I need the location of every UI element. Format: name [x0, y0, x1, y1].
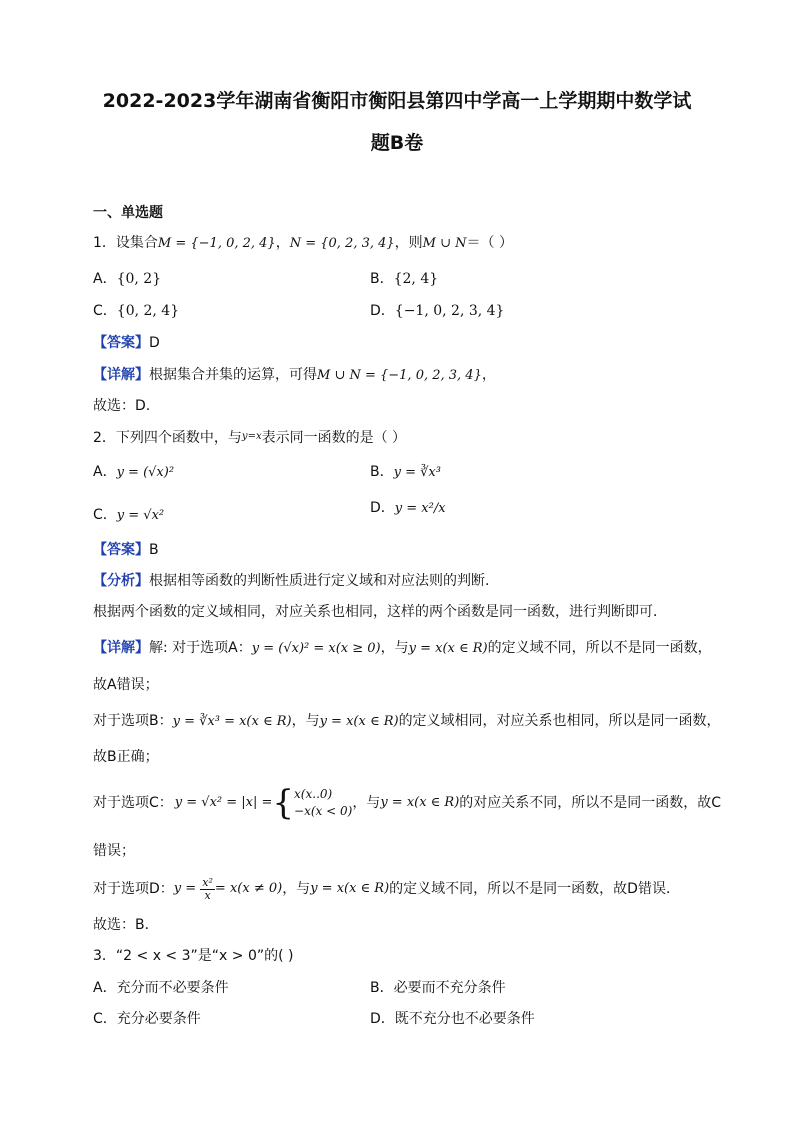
q1-set-n: N = {0, 2, 3, 4}	[289, 236, 395, 251]
q2-answer	[93, 541, 159, 559]
document-title-line1: 2022-2023学年湖南省衡阳市衡阳县第四中学高一上学期期中数学试	[102, 90, 692, 112]
q2-stem-prefix: 2．下列四个函数中，与	[93, 430, 242, 446]
q1-option-b	[370, 270, 438, 288]
q3-option-c	[93, 1010, 201, 1028]
option-label: D．	[370, 303, 395, 319]
analysis-text: 根据相等函数的判断性质进行定义域和对应法则的判断.	[149, 573, 490, 589]
option-value: {−1, 0, 2, 3, 4}	[394, 303, 505, 319]
q3-option-a	[93, 979, 229, 997]
question-1-stem	[93, 234, 513, 253]
detail-c-math: y = √x² = |x| =	[174, 795, 273, 810]
q1-conclusion: 故选：D.	[93, 398, 151, 414]
option-value: 充分必要条件	[116, 1011, 201, 1027]
option-value: 充分而不必要条件	[116, 980, 229, 996]
q2-detail-c-end: 错误；	[93, 843, 135, 859]
q3-option-d	[370, 1010, 535, 1028]
q1-set-m: M = {−1, 0, 2, 4}	[157, 236, 276, 251]
q1-answer	[93, 334, 160, 352]
option-label: C．	[93, 303, 117, 319]
detail-tag: 【详解】	[93, 367, 149, 383]
option-label: A．	[93, 271, 117, 287]
answer-tag: 【答案】	[93, 542, 149, 558]
q3-option-b	[370, 979, 506, 997]
option-value: {0, 2, 4}	[116, 303, 180, 319]
detail-a-math: y = (√x)² = x(x ≥ 0)	[251, 641, 381, 656]
option-label: B．	[370, 271, 394, 287]
q2-detail-a-end: 故A错误；	[93, 677, 159, 693]
q2-option-b	[370, 463, 441, 482]
q2-detail-d	[93, 871, 680, 907]
option-value: {0, 2}	[116, 271, 162, 287]
option-value: y = ∛x³	[393, 465, 441, 480]
detail-b-math: y = ∛x³ = x(x ∈ R)	[172, 714, 292, 729]
q2-stem-suffix: 表示同一函数的是（ ）	[261, 430, 407, 446]
detail-c-math2: y = x(x ∈ R)	[380, 795, 460, 810]
q2-option-d	[370, 499, 446, 518]
detail-b-prefix: 对于选项B：	[93, 713, 173, 729]
detail-b-mid: ，与	[291, 713, 320, 729]
detail-a-math2: y = x(x ∈ R)	[408, 641, 488, 656]
q2-detail-b-end: 故B正确；	[93, 749, 159, 765]
answer-value: D	[149, 335, 160, 351]
fraction-numerator: x²	[202, 875, 213, 889]
detail-end: ，	[481, 367, 496, 383]
answer-value: B	[149, 542, 159, 558]
case-2: −x(x < 0)	[294, 804, 353, 818]
q2-analysis	[93, 572, 489, 590]
q2-detail-a	[93, 639, 712, 658]
option-value: 既不充分也不必要条件	[394, 1011, 535, 1027]
fraction	[200, 877, 215, 902]
q2-option-a	[93, 463, 174, 482]
q2-option-c	[93, 506, 164, 525]
detail-b-math2: y = x(x ∈ R)	[319, 714, 399, 729]
option-value: {2, 4}	[393, 271, 439, 287]
detail-d-mid: ，与	[282, 881, 311, 897]
document-title-line2: 题B卷	[370, 132, 424, 154]
option-label: B．	[370, 464, 394, 480]
q2-stem-math: y=x	[241, 431, 262, 442]
q1-stem-prefix: 1．设集合	[93, 235, 158, 251]
q1-sep: ，	[275, 235, 290, 251]
option-label: B．	[370, 980, 394, 996]
detail-c-mid: ，与	[352, 795, 381, 811]
detail-d-y: y =	[173, 881, 201, 896]
detail-c-suffix: 的对应关系不同，所以不是同一函数，故C	[459, 795, 722, 811]
detail-d-suffix: 的定义域不同，所以不是同一函数，故D错误．	[389, 881, 680, 897]
detail-d-math2: y = x(x ∈ R)	[310, 881, 390, 896]
option-value: y = √x²	[116, 508, 165, 523]
q1-detail	[93, 366, 496, 385]
detail-math: M ∪ N = {−1, 0, 2, 3, 4}	[317, 368, 482, 383]
piecewise-cases	[294, 786, 352, 820]
analysis-tag: 【分析】	[93, 573, 149, 589]
option-label: C．	[93, 507, 117, 523]
option-label: A．	[93, 980, 117, 996]
option-label: A．	[93, 464, 117, 480]
question-3-stem: 3．“2 < x < 3”是“x > 0”的( )	[93, 948, 294, 964]
detail-d-prefix: 对于选项D：	[93, 881, 174, 897]
option-value: y = (√x)²	[116, 465, 175, 480]
option-label: C．	[93, 1011, 117, 1027]
detail-a-prefix: 解: 对于选项A：	[149, 640, 252, 656]
detail-a-mid: ，与	[380, 640, 409, 656]
option-label: D．	[370, 500, 395, 516]
detail-text: 根据集合并集的运算，可得	[149, 367, 317, 383]
option-value: y = x²/x	[394, 501, 446, 516]
q2-conclusion: 故选：B．	[93, 917, 159, 933]
q1-option-d	[370, 302, 504, 320]
detail-tag: 【详解】	[93, 640, 149, 656]
option-value: 必要而不充分条件	[393, 980, 506, 996]
brace-icon: {	[272, 783, 295, 823]
q2-detail-b	[93, 712, 721, 731]
detail-d-math-rest: = x(x ≠ 0)	[214, 881, 283, 896]
section-heading: 一、单选题	[93, 205, 163, 221]
answer-tag: 【答案】	[93, 335, 149, 351]
question-2-stem	[93, 428, 406, 447]
detail-b-suffix: 的定义域相同，对应关系也相同，所以是同一函数，	[398, 713, 721, 729]
q1-option-a	[93, 270, 161, 288]
detail-a-suffix: 的定义域不同，所以不是同一函数，	[487, 640, 712, 656]
q1-tail: ＝（ ）	[466, 235, 513, 251]
q2-analysis-line2: 根据两个函数的定义域相同，对应关系也相同，这样的两个函数是同一函数，进行判断即可．	[93, 604, 667, 620]
q1-stem-suffix: ，则	[394, 235, 423, 251]
q1-union: M ∪ N	[422, 236, 467, 251]
q2-detail-c	[93, 783, 721, 823]
option-label: D．	[370, 1011, 395, 1027]
detail-c-prefix: 对于选项C：	[93, 795, 173, 811]
case-1: x(x..0)	[294, 787, 333, 801]
q1-option-c	[93, 302, 179, 320]
fraction-denominator: x	[204, 888, 211, 902]
